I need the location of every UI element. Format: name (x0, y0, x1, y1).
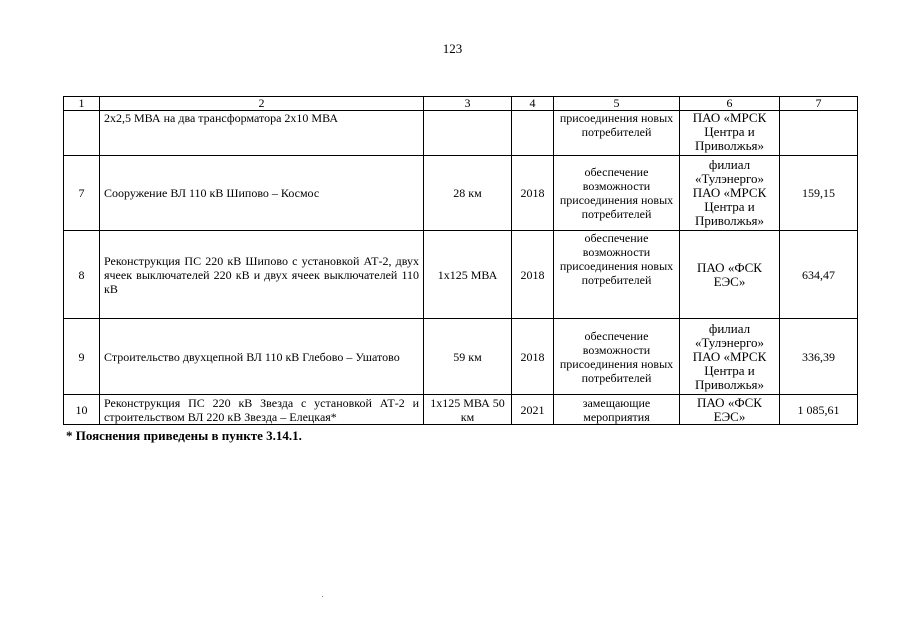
investment-table (63, 96, 858, 425)
page-number: 123 (442, 41, 463, 56)
table-row (64, 395, 858, 425)
table-row (64, 156, 858, 231)
capacity: 1х125 МВА 50 км (424, 395, 512, 425)
organization: филиал «Тулэнерго» ПАО «МРСК Центра и Приволжья» (680, 319, 780, 395)
column-header: 2 (100, 97, 424, 111)
scan-speck (322, 596, 323, 597)
cost: 634,47 (780, 231, 858, 319)
year: 2021 (512, 395, 554, 425)
purpose: обеспечение возможности присоединения новых потребителей (554, 231, 680, 319)
table-row (64, 111, 858, 156)
year: 2018 (512, 319, 554, 395)
cost: 1 085,61 (780, 395, 858, 425)
project-name: Сооружение ВЛ 110 кВ Шипово – Космос (100, 156, 424, 231)
organization: филиал «Тулэнерго» ПАО «МРСК Центра и Приволжья» (680, 156, 780, 231)
column-header: 3 (424, 97, 512, 111)
purpose: замещающие мероприятия (554, 395, 680, 425)
cost: 159,15 (780, 156, 858, 231)
row-number (64, 111, 100, 156)
column-header: 6 (680, 97, 780, 111)
cost (780, 111, 858, 156)
purpose: обеспечение возможности присоединения новых потребителей (554, 156, 680, 231)
purpose: обеспечение возможности присоединения новых потребителей (554, 319, 680, 395)
row-number: 9 (64, 319, 100, 395)
year: 2018 (512, 231, 554, 319)
capacity: 59 км (424, 319, 512, 395)
organization: ПАО «ФСК ЕЭС» (680, 395, 780, 425)
row-number: 10 (64, 395, 100, 425)
column-header: 5 (554, 97, 680, 111)
capacity: 28 км (424, 156, 512, 231)
table-row (64, 231, 858, 319)
capacity: 1х125 МВА (424, 231, 512, 319)
project-name: Реконструкция ПС 220 кВ Звезда с установкой АТ-2 и строительством ВЛ 220 кВ Звезда – Елецкая* (100, 395, 424, 425)
row-number: 7 (64, 156, 100, 231)
project-name: Строительство двухцепной ВЛ 110 кВ Глебово – Ушатово (100, 319, 424, 395)
year (512, 111, 554, 156)
cost: 336,39 (780, 319, 858, 395)
column-header: 7 (780, 97, 858, 111)
column-header: 1 (64, 97, 100, 111)
column-header: 4 (512, 97, 554, 111)
capacity (424, 111, 512, 156)
row-number: 8 (64, 231, 100, 319)
footnote: * Пояснения приведены в пункте 3.14.1. (66, 428, 302, 443)
project-name: Реконструкция ПС 220 кВ Шипово с установкой АТ-2, двух ячеек выключателей 220 кВ и двух ячеек выключателей 110 кВ (100, 231, 424, 319)
organization: ПАО «МРСК Центра и Приволжья» (680, 111, 780, 156)
year: 2018 (512, 156, 554, 231)
table-row (64, 319, 858, 395)
project-name: 2х2,5 МВА на два трансформатора 2х10 МВА (100, 111, 424, 156)
table-header-row (64, 97, 858, 111)
purpose: присоединения новых потребителей (554, 111, 680, 156)
organization: ПАО «ФСК ЕЭС» (680, 231, 780, 319)
